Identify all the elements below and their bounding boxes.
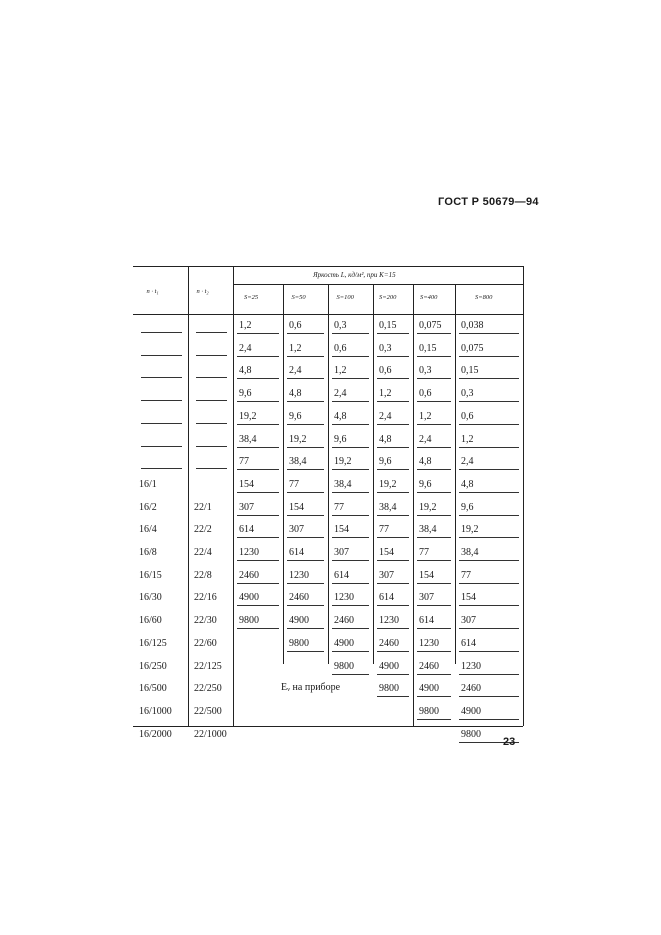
cell-underline	[459, 469, 519, 470]
column-rule	[233, 266, 234, 726]
cell-underline	[332, 674, 369, 675]
table-cell: 2460	[461, 683, 481, 695]
table-cell: 1230	[334, 592, 354, 604]
cell-underline	[332, 651, 369, 652]
column-header: S=50	[291, 294, 306, 301]
empty-cell-rule	[141, 400, 182, 401]
table-cell: 22/16	[194, 592, 217, 604]
cell-underline	[417, 424, 451, 425]
cell-underline	[287, 651, 324, 652]
table-cell: 4900	[379, 660, 399, 672]
table-cell: 1,2	[289, 342, 302, 354]
table-cell: 9800	[334, 660, 354, 672]
cell-underline	[237, 378, 279, 379]
column-rule	[328, 284, 329, 664]
empty-cell-rule	[196, 423, 227, 424]
table-cell: 1,2	[239, 320, 252, 331]
cell-underline	[459, 356, 519, 357]
table-bottom-rule	[133, 726, 523, 727]
table-cell: 307	[379, 569, 394, 581]
cell-underline	[417, 356, 451, 357]
table-cell: 77	[379, 524, 389, 536]
cell-underline	[237, 560, 279, 561]
table-cell: 0,6	[461, 410, 474, 422]
cell-underline	[377, 651, 409, 652]
cell-underline	[287, 560, 324, 561]
cell-underline	[287, 401, 324, 402]
table-cell: 22/250	[194, 683, 222, 695]
cell-underline	[417, 378, 451, 379]
column-header: S=800	[475, 294, 493, 301]
table-cell: 77	[239, 456, 249, 468]
cell-underline	[459, 492, 519, 493]
cell-underline	[417, 583, 451, 584]
table-cell: 38,4	[334, 478, 352, 490]
table-cell: 1,2	[461, 433, 474, 445]
column-rule	[373, 284, 374, 664]
table-cell: 1,2	[334, 365, 347, 377]
column-rule	[413, 664, 414, 726]
cell-underline	[287, 424, 324, 425]
column-rule	[523, 266, 524, 726]
cell-underline	[287, 492, 324, 493]
table-cell: 9,6	[461, 501, 474, 513]
table-cell: 2,4	[461, 456, 474, 468]
table-cell: 614	[379, 592, 394, 604]
table-cell: 22/1	[194, 501, 212, 513]
table-cell: 307	[334, 547, 349, 558]
table-cell: 22/2	[194, 524, 212, 536]
table-cell: 0,075	[461, 342, 484, 354]
cell-underline	[237, 583, 279, 584]
cell-underline	[237, 424, 279, 425]
cell-underline	[459, 719, 519, 720]
cell-underline	[377, 537, 409, 538]
column-rule	[188, 266, 189, 726]
table-cell: 4,8	[289, 388, 302, 400]
table-cell: 1,2	[379, 388, 392, 400]
cell-underline	[417, 651, 451, 652]
cell-underline	[377, 492, 409, 493]
cell-underline	[332, 492, 369, 493]
cell-underline	[237, 469, 279, 470]
table-cell: 0,6	[334, 342, 347, 354]
luminance-table	[133, 266, 523, 740]
cell-underline	[417, 719, 451, 720]
table-cell: 16/8	[139, 547, 157, 558]
table-cell: 9,6	[419, 478, 432, 490]
table-cell: 0,3	[419, 365, 432, 377]
table-cell: 38,4	[379, 501, 397, 513]
table-cell: 19,2	[334, 456, 352, 468]
table-cell: 154	[334, 524, 349, 536]
cell-underline	[459, 447, 519, 448]
empty-cell-rule	[196, 400, 227, 401]
table-cell: 9800	[289, 637, 309, 649]
column-header: S=100	[336, 294, 354, 301]
table-cell: 2,4	[239, 342, 252, 354]
column-header: n · t₂	[196, 288, 209, 295]
table-cell: 2,4	[379, 410, 392, 422]
cell-underline	[237, 333, 279, 334]
table-cell: 22/30	[194, 615, 217, 627]
table-cell: 16/15	[139, 569, 162, 581]
table-cell: 2460	[334, 615, 354, 627]
table-cell: 16/30	[139, 592, 162, 604]
cell-underline	[332, 333, 369, 334]
cell-underline	[459, 605, 519, 606]
table-cell: 0,6	[419, 388, 432, 400]
empty-cell-rule	[196, 355, 227, 356]
table-cell: 1230	[239, 547, 259, 558]
empty-cell-rule	[141, 468, 182, 469]
cell-underline	[459, 424, 519, 425]
table-cell: 4,8	[239, 365, 252, 377]
cell-underline	[377, 333, 409, 334]
column-header: n · t₁	[146, 288, 159, 295]
cell-underline	[287, 469, 324, 470]
cell-underline	[417, 605, 451, 606]
table-cell: 0,6	[379, 365, 392, 377]
table-cell: 0,15	[379, 320, 397, 331]
empty-cell-rule	[196, 446, 227, 447]
cell-underline	[417, 674, 451, 675]
table-cell: 9,6	[239, 388, 252, 400]
cell-underline	[417, 696, 451, 697]
empty-cell-rule	[141, 377, 182, 378]
table-cell: 19,2	[419, 501, 437, 513]
cell-underline	[332, 628, 369, 629]
table-cell: 16/1	[139, 478, 157, 490]
cell-underline	[377, 515, 409, 516]
table-cell: 614	[289, 547, 304, 558]
table-cell: 77	[461, 569, 471, 581]
table-cell: 16/1000	[139, 705, 172, 717]
cell-underline	[459, 378, 519, 379]
table-cell: 38,4	[461, 547, 479, 558]
table-cell: 0,3	[379, 342, 392, 354]
table-cell: 9800	[461, 728, 481, 740]
cell-underline	[459, 583, 519, 584]
table-cell: 22/4	[194, 547, 212, 558]
cell-underline	[287, 333, 324, 334]
table-cell: 2460	[289, 592, 309, 604]
table-cell: 0,038	[461, 320, 484, 331]
cell-underline	[237, 447, 279, 448]
table-cell: 16/2	[139, 501, 157, 513]
table-cell: 22/125	[194, 660, 222, 672]
table-cell: 4,8	[419, 456, 432, 468]
table-cell: 38,4	[289, 456, 307, 468]
table-cell: 4900	[289, 615, 309, 627]
empty-cell-rule	[141, 332, 182, 333]
table-cell: 38,4	[419, 524, 437, 536]
table-cell: 2460	[419, 660, 439, 672]
cell-underline	[237, 356, 279, 357]
cell-underline	[332, 356, 369, 357]
empty-cell-rule	[141, 423, 182, 424]
cell-underline	[332, 447, 369, 448]
empty-cell-rule	[141, 446, 182, 447]
table-cell: 2,4	[419, 433, 432, 445]
page-number: 23	[503, 736, 516, 748]
cell-underline	[377, 356, 409, 357]
table-cell: 4900	[334, 637, 354, 649]
cell-underline	[332, 583, 369, 584]
table-cell: 154	[289, 501, 304, 513]
cell-underline	[377, 628, 409, 629]
table-cell: 19,2	[461, 524, 479, 536]
table-cell: 307	[239, 501, 254, 513]
cell-underline	[332, 469, 369, 470]
column-header: S=400	[420, 294, 438, 301]
cell-underline	[237, 605, 279, 606]
cell-underline	[459, 515, 519, 516]
cell-underline	[332, 560, 369, 561]
ev-note: Eᵥ на приборе	[281, 682, 341, 693]
cell-underline	[237, 515, 279, 516]
cell-underline	[459, 696, 519, 697]
table-cell: 22/60	[194, 637, 217, 649]
cell-underline	[459, 628, 519, 629]
table-cell: 4,8	[334, 410, 347, 422]
table-cell: 0,3	[461, 388, 474, 400]
table-cell: 4900	[239, 592, 259, 604]
document-code: ГОСТ Р 50679—94	[438, 196, 539, 208]
table-cell: 154	[419, 569, 434, 581]
cell-underline	[287, 515, 324, 516]
table-cell: 77	[289, 478, 299, 490]
table-cell: 307	[461, 615, 476, 627]
table-cell: 16/4	[139, 524, 157, 536]
cell-underline	[377, 447, 409, 448]
cell-underline	[377, 469, 409, 470]
table-cell: 4900	[461, 705, 481, 717]
table-cell: 77	[334, 501, 344, 513]
table-cell: 0,3	[334, 320, 347, 331]
table-cell: 77	[419, 547, 429, 558]
table-cell: 1,2	[419, 410, 432, 422]
table-cell: 9800	[379, 683, 399, 695]
cell-underline	[287, 628, 324, 629]
cell-underline	[237, 401, 279, 402]
cell-underline	[417, 447, 451, 448]
cell-underline	[332, 605, 369, 606]
cell-underline	[417, 401, 451, 402]
table-cell: 9,6	[379, 456, 392, 468]
cell-underline	[287, 537, 324, 538]
table-top-rule	[133, 266, 523, 267]
table-cell: 1230	[379, 615, 399, 627]
table-cell: 19,2	[379, 478, 397, 490]
table-cell: 4,8	[379, 433, 392, 445]
cell-underline	[332, 515, 369, 516]
cell-underline	[237, 628, 279, 629]
table-cell: 307	[289, 524, 304, 536]
cell-underline	[377, 560, 409, 561]
table-cell: 22/8	[194, 569, 212, 581]
table-cell: 0,15	[461, 365, 479, 377]
table-cell: 9800	[419, 705, 439, 717]
group-header-rule	[233, 284, 523, 285]
table-cell: 22/1000	[194, 728, 227, 740]
table-cell: 16/250	[139, 660, 167, 672]
cell-underline	[377, 696, 409, 697]
cell-underline	[459, 333, 519, 334]
table-cell: 2,4	[334, 388, 347, 400]
cell-underline	[332, 401, 369, 402]
cell-underline	[287, 447, 324, 448]
cell-underline	[377, 583, 409, 584]
table-cell: 9,6	[289, 410, 302, 422]
cell-underline	[377, 401, 409, 402]
cell-underline	[417, 469, 451, 470]
cell-underline	[459, 674, 519, 675]
table-cell: 2460	[379, 637, 399, 649]
table-cell: 16/60	[139, 615, 162, 627]
table-cell: 154	[239, 478, 254, 490]
table-cell: 2460	[239, 569, 259, 581]
column-rule	[283, 284, 284, 664]
table-cell: 614	[334, 569, 349, 581]
cell-underline	[237, 492, 279, 493]
cell-underline	[287, 378, 324, 379]
table-cell: 0,15	[419, 342, 437, 354]
cell-underline	[417, 560, 451, 561]
cell-underline	[459, 560, 519, 561]
cell-underline	[287, 605, 324, 606]
table-cell: 1230	[419, 637, 439, 649]
cell-underline	[332, 424, 369, 425]
cell-underline	[417, 628, 451, 629]
column-header: S=25	[244, 294, 259, 301]
column-header: S=200	[379, 294, 397, 301]
cell-underline	[417, 537, 451, 538]
cell-underline	[287, 583, 324, 584]
table-cell: 4900	[419, 683, 439, 695]
cell-underline	[377, 424, 409, 425]
cell-underline	[377, 378, 409, 379]
table-cell: 16/500	[139, 683, 167, 695]
table-cell: 38,4	[239, 433, 257, 445]
table-cell: 307	[419, 592, 434, 604]
table-cell: 1230	[461, 660, 481, 672]
table-cell: 614	[239, 524, 254, 536]
cell-underline	[237, 537, 279, 538]
table-cell: 2,4	[289, 365, 302, 377]
cell-underline	[459, 537, 519, 538]
cell-underline	[459, 401, 519, 402]
column-rule	[455, 284, 456, 664]
table-cell: 4,8	[461, 478, 474, 490]
empty-cell-rule	[141, 355, 182, 356]
table-cell: 19,2	[289, 433, 307, 445]
table-cell: 16/2000	[139, 728, 172, 740]
empty-cell-rule	[196, 332, 227, 333]
cell-underline	[287, 356, 324, 357]
empty-cell-rule	[196, 377, 227, 378]
table-cell: 614	[461, 637, 476, 649]
cell-underline	[417, 492, 451, 493]
table-cell: 154	[461, 592, 476, 604]
cell-underline	[459, 651, 519, 652]
table-cell: 0,075	[419, 320, 442, 331]
cell-underline	[332, 378, 369, 379]
column-rule	[413, 284, 414, 664]
table-cell: 9,6	[334, 433, 347, 445]
table-cell: 16/125	[139, 637, 167, 649]
table-cell: 19,2	[239, 410, 257, 422]
table-group-header: Яркость L, кд/м², при K=15	[313, 271, 396, 279]
empty-cell-rule	[196, 468, 227, 469]
cell-underline	[377, 605, 409, 606]
cell-underline	[332, 537, 369, 538]
cell-underline	[417, 333, 451, 334]
table-cell: 22/500	[194, 705, 222, 717]
table-cell: 614	[419, 615, 434, 627]
cell-underline	[417, 515, 451, 516]
table-cell: 154	[379, 547, 394, 558]
table-cell: 1230	[289, 569, 309, 581]
table-cell: 0,6	[289, 320, 302, 331]
table-cell: 9800	[239, 615, 259, 627]
cell-underline	[377, 674, 409, 675]
